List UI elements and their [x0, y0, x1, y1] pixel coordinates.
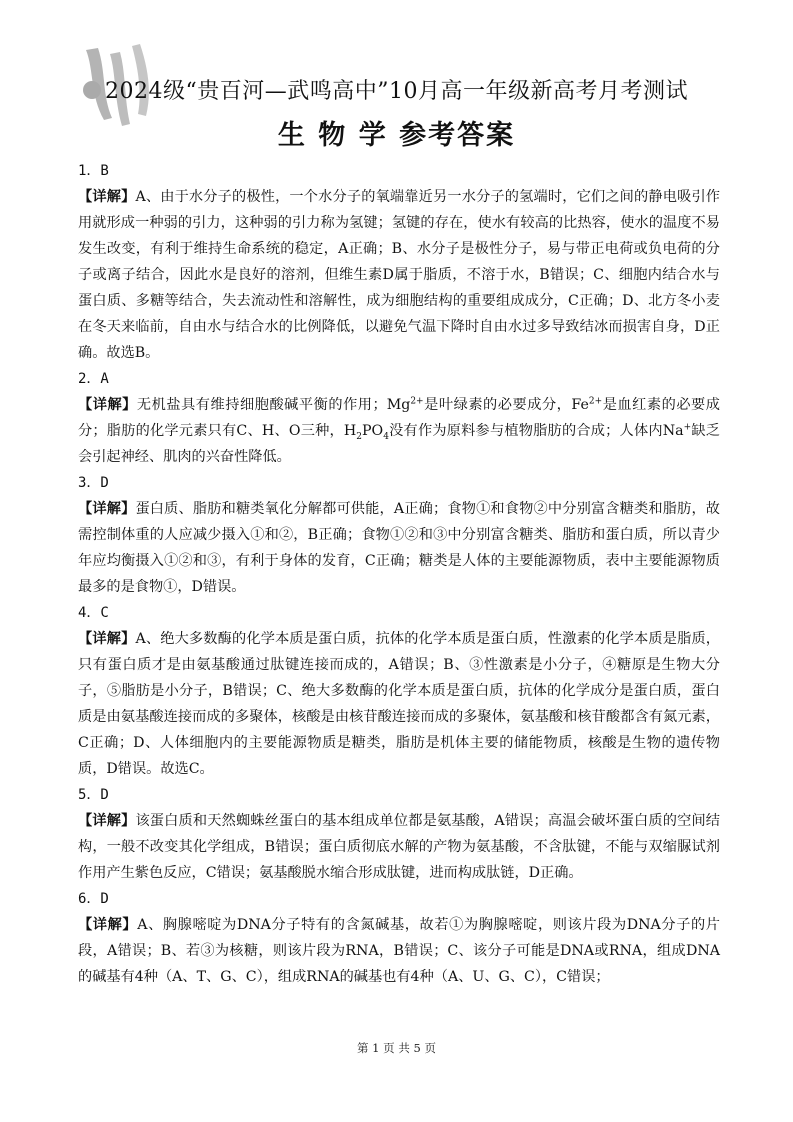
answer-explanation-3 — [78, 496, 720, 600]
question-number-3: 3．D — [78, 475, 109, 491]
question-number-5: 5．D — [78, 787, 109, 803]
explanation-tag: 【详解】 — [78, 397, 137, 413]
answer-explanation-4 — [78, 626, 720, 782]
answer-explanation-5 — [78, 808, 720, 886]
explanation-tag: 【详解】 — [78, 917, 138, 933]
answer-explanation-6 — [78, 912, 720, 990]
superscript: 2+ — [410, 396, 424, 407]
explanation-tag: 【详解】 — [78, 631, 136, 647]
question-number-6: 6．D — [78, 891, 109, 907]
explanation-text: 无机盐具有维持细胞酸碱平衡的作用；Mg — [136, 397, 411, 413]
explanation-tag: 【详解】 — [78, 813, 136, 829]
document-title: 2024级“贵百河—武鸣高中”10月高一年级新高考月考测试 — [105, 79, 688, 104]
superscript: + — [683, 422, 692, 433]
explanation-text: 该蛋白质和天然蜘蛛丝蛋白的基本组成单位都是氨基酸，A错误；高温会破坏蛋白质的空间结构，一般不改变其化学组成，B错误；蛋白质彻底水解的产物为氨基酸，不含肽键，不能与双缩脲试剂作用产生紫色反应，C错误；氨基酸脱水缩合形成肽键，进而构成肽链，D正确。 — [78, 813, 720, 881]
explanation-tag: 【详解】 — [78, 501, 136, 517]
explanation-text: 蛋白质、脂肪和糖类氧化分解都可供能，A正确；食物①和食物②中分别富含糖类和脂肪，故需控制体重的人应减少摄入①和②，B正确；食物①②和③中分别富含糖类、脂肪和蛋白质，所以青少年应均衡摄入①②和③，有利于身体的发育，C正确；糖类是人体的主要能源物质，表中主要能源物质最多的是食物①，D错误。 — [78, 501, 720, 595]
explanation-text: A、绝大多数酶的化学本质是蛋白质，抗体的化学本质是蛋白质，性激素的化学本质是脂质，只有蛋白质才是由氨基酸通过肽键连接而成的，A错误；B、③性激素是小分子，④糖原是生物大分子，⑤脂肪是小分子，B错误；C、绝大多数酶的化学本质是蛋白质，抗体的化学成分是蛋白质，蛋白质是由氨基酸连接而成的多聚体，核酸是由核苷酸连接而成的多聚体，氨基酸和核苷酸都含有氮元素，C正确；D、人体细胞内的主要能源物质是糖类，脂肪是机体主要的储能物质，核酸是生物的遗传物质，D错误。故选C。 — [78, 631, 720, 777]
question-number-1: 1．B — [78, 163, 109, 179]
explanation-text: 缺乏会引起神经、肌肉的兴奋性降低。 — [78, 423, 720, 465]
answer-content — [78, 158, 720, 990]
explanation-text: PO — [362, 423, 384, 439]
explanation-text: 是叶绿素的必要成分，Fe — [423, 397, 589, 413]
explanation-text: 没有作为原料参与植物脂肪的合成；人体内Na — [388, 423, 684, 439]
answer-explanation-2 — [78, 392, 720, 470]
subscript: 2 — [356, 431, 363, 442]
explanation-tag: 【详解】 — [78, 189, 136, 205]
explanation-text: 是血红素的必要成分；脂肪的化学元素只有C、H、O三种，H — [78, 397, 720, 439]
superscript: 2+ — [588, 396, 603, 407]
answer-explanation-1 — [78, 184, 720, 366]
question-number-2: 2．A — [78, 371, 109, 387]
explanation-text: A、由于水分子的极性，一个水分子的氧端靠近另一水分子的氢端时，它们之间的静电吸引作用就形成一种弱的引力，这种弱的引力称为氢键；氢键的存在，使水有较高的比热容，使水的温度不易发生改变，有利于维持生命系统的稳定，A正确；B、水分子是极性分子，易与带正电荷或负电荷的分子或离子结合，因此水是良好的溶剂，但维生素D属于脂质，不溶于水，B错误；C、细胞内结合水与蛋白质、多糖等结合，失去流动性和溶解性，成为细胞结构的重要组成成分，C正确；D、北方冬小麦在冬天来临前，自由水与结合水的比例降低，以避免气温下降时自由水过多导致结冰而损害自身，D正确。故选B。 — [78, 189, 720, 361]
document-subtitle: 生 物 学 参考答案 — [277, 120, 516, 151]
page-footer: 第 1 页 共 5 页 — [357, 1041, 436, 1055]
subscript: 4 — [383, 431, 389, 442]
question-number-4: 4．C — [78, 605, 109, 621]
explanation-text: A、胸腺嘧啶为DNA分子特有的含氮碱基，故若①为胸腺嘧啶，则该片段为DNA分子的片段，A错误；B、若③为核糖，则该片段为RNA，B错误；C、该分子可能是DNA或RNA，组成DNA的碱基有4种（A、T、G、C），组成RNA的碱基也有4种（A、U、G、C），C错误； — [78, 917, 720, 985]
